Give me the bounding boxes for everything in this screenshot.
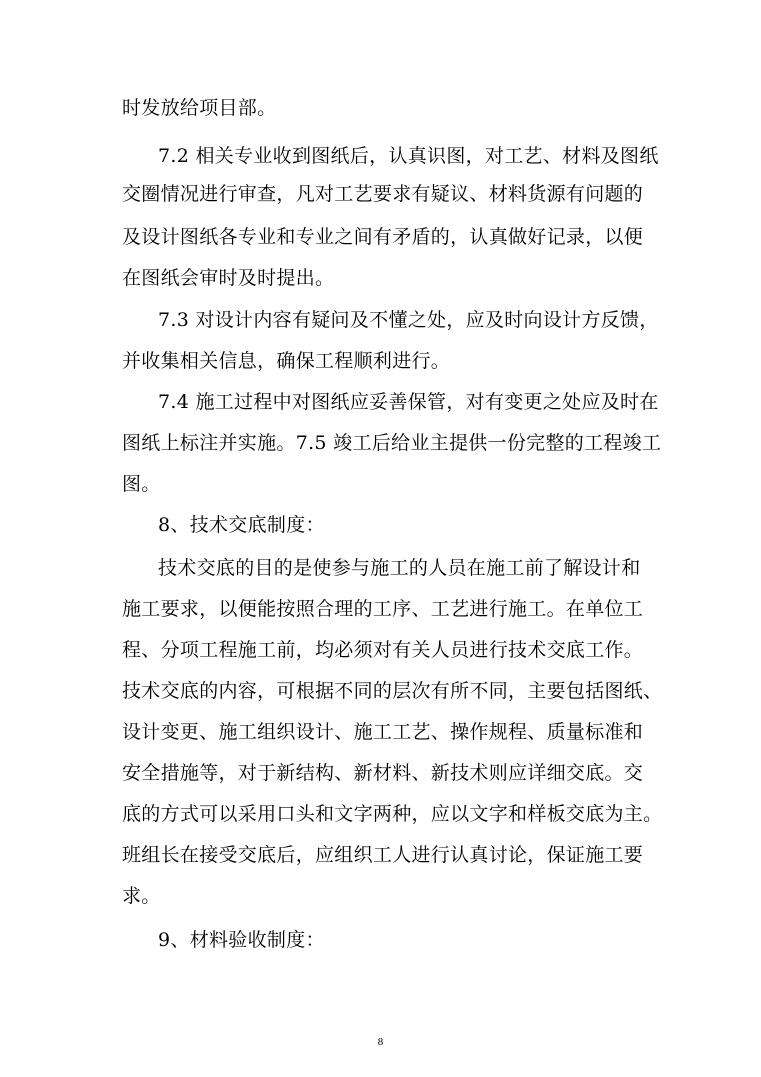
text-line: 并收集相关信息，确保工程顺利进行。 <box>122 350 451 372</box>
text-line: 底的方式可以采用口头和文字两种，应以文字和样板交底为主。 <box>122 803 663 825</box>
text-line: 技术交底的内容，可根据不同的层次有所不同，主要包括图纸、 <box>122 680 663 702</box>
text-line: 7.2 相关专业收到图纸后，认真识图，对工艺、材料及图纸 <box>158 145 659 167</box>
text-line: 图。 <box>122 473 161 495</box>
text-line: 7.4 施工过程中对图纸应妥善保管，对有变更之处应及时在 <box>158 391 659 413</box>
text-line: 求。 <box>122 885 161 907</box>
text-line: 班组长在接受交底后，应组织工人进行认真讨论，保证施工要 <box>122 844 644 866</box>
section-heading: 9、材料验收制度： <box>158 929 325 951</box>
text-line: 图纸上标注并实施。7.5 竣工后给业主提供一份完整的工程竣工 <box>122 432 662 454</box>
text-line: 技术交底的目的是使参与施工的人员在施工前了解设计和 <box>158 557 641 579</box>
text-line: 7.3 对设计内容有疑问及不懂之处，应及时向设计方反馈， <box>158 309 659 331</box>
text-line: 交圈情况进行审查，凡对工艺要求有疑议、材料货源有问题的 <box>122 183 644 205</box>
section-heading: 8、技术交底制度： <box>158 514 325 536</box>
text-line: 施工要求，以便能按照合理的工序、工艺进行施工。在单位工 <box>122 598 644 620</box>
text-line: 时发放给项目部。 <box>122 97 277 119</box>
text-line: 及设计图纸各专业和专业之间有矛盾的，认真做好记录，以便 <box>122 226 644 248</box>
text-line: 设计变更、施工组织设计、施工工艺、操作规程、质量标准和 <box>122 721 644 743</box>
text-line: 程、分项工程施工前，均必须对有关人员进行技术交底工作。 <box>122 639 644 661</box>
text-line: 在图纸会审时及时提出。 <box>122 267 335 289</box>
page-number: 8 <box>377 1036 384 1048</box>
text-line: 安全措施等，对于新结构、新材料、新技术则应详细交底。交 <box>122 762 644 784</box>
